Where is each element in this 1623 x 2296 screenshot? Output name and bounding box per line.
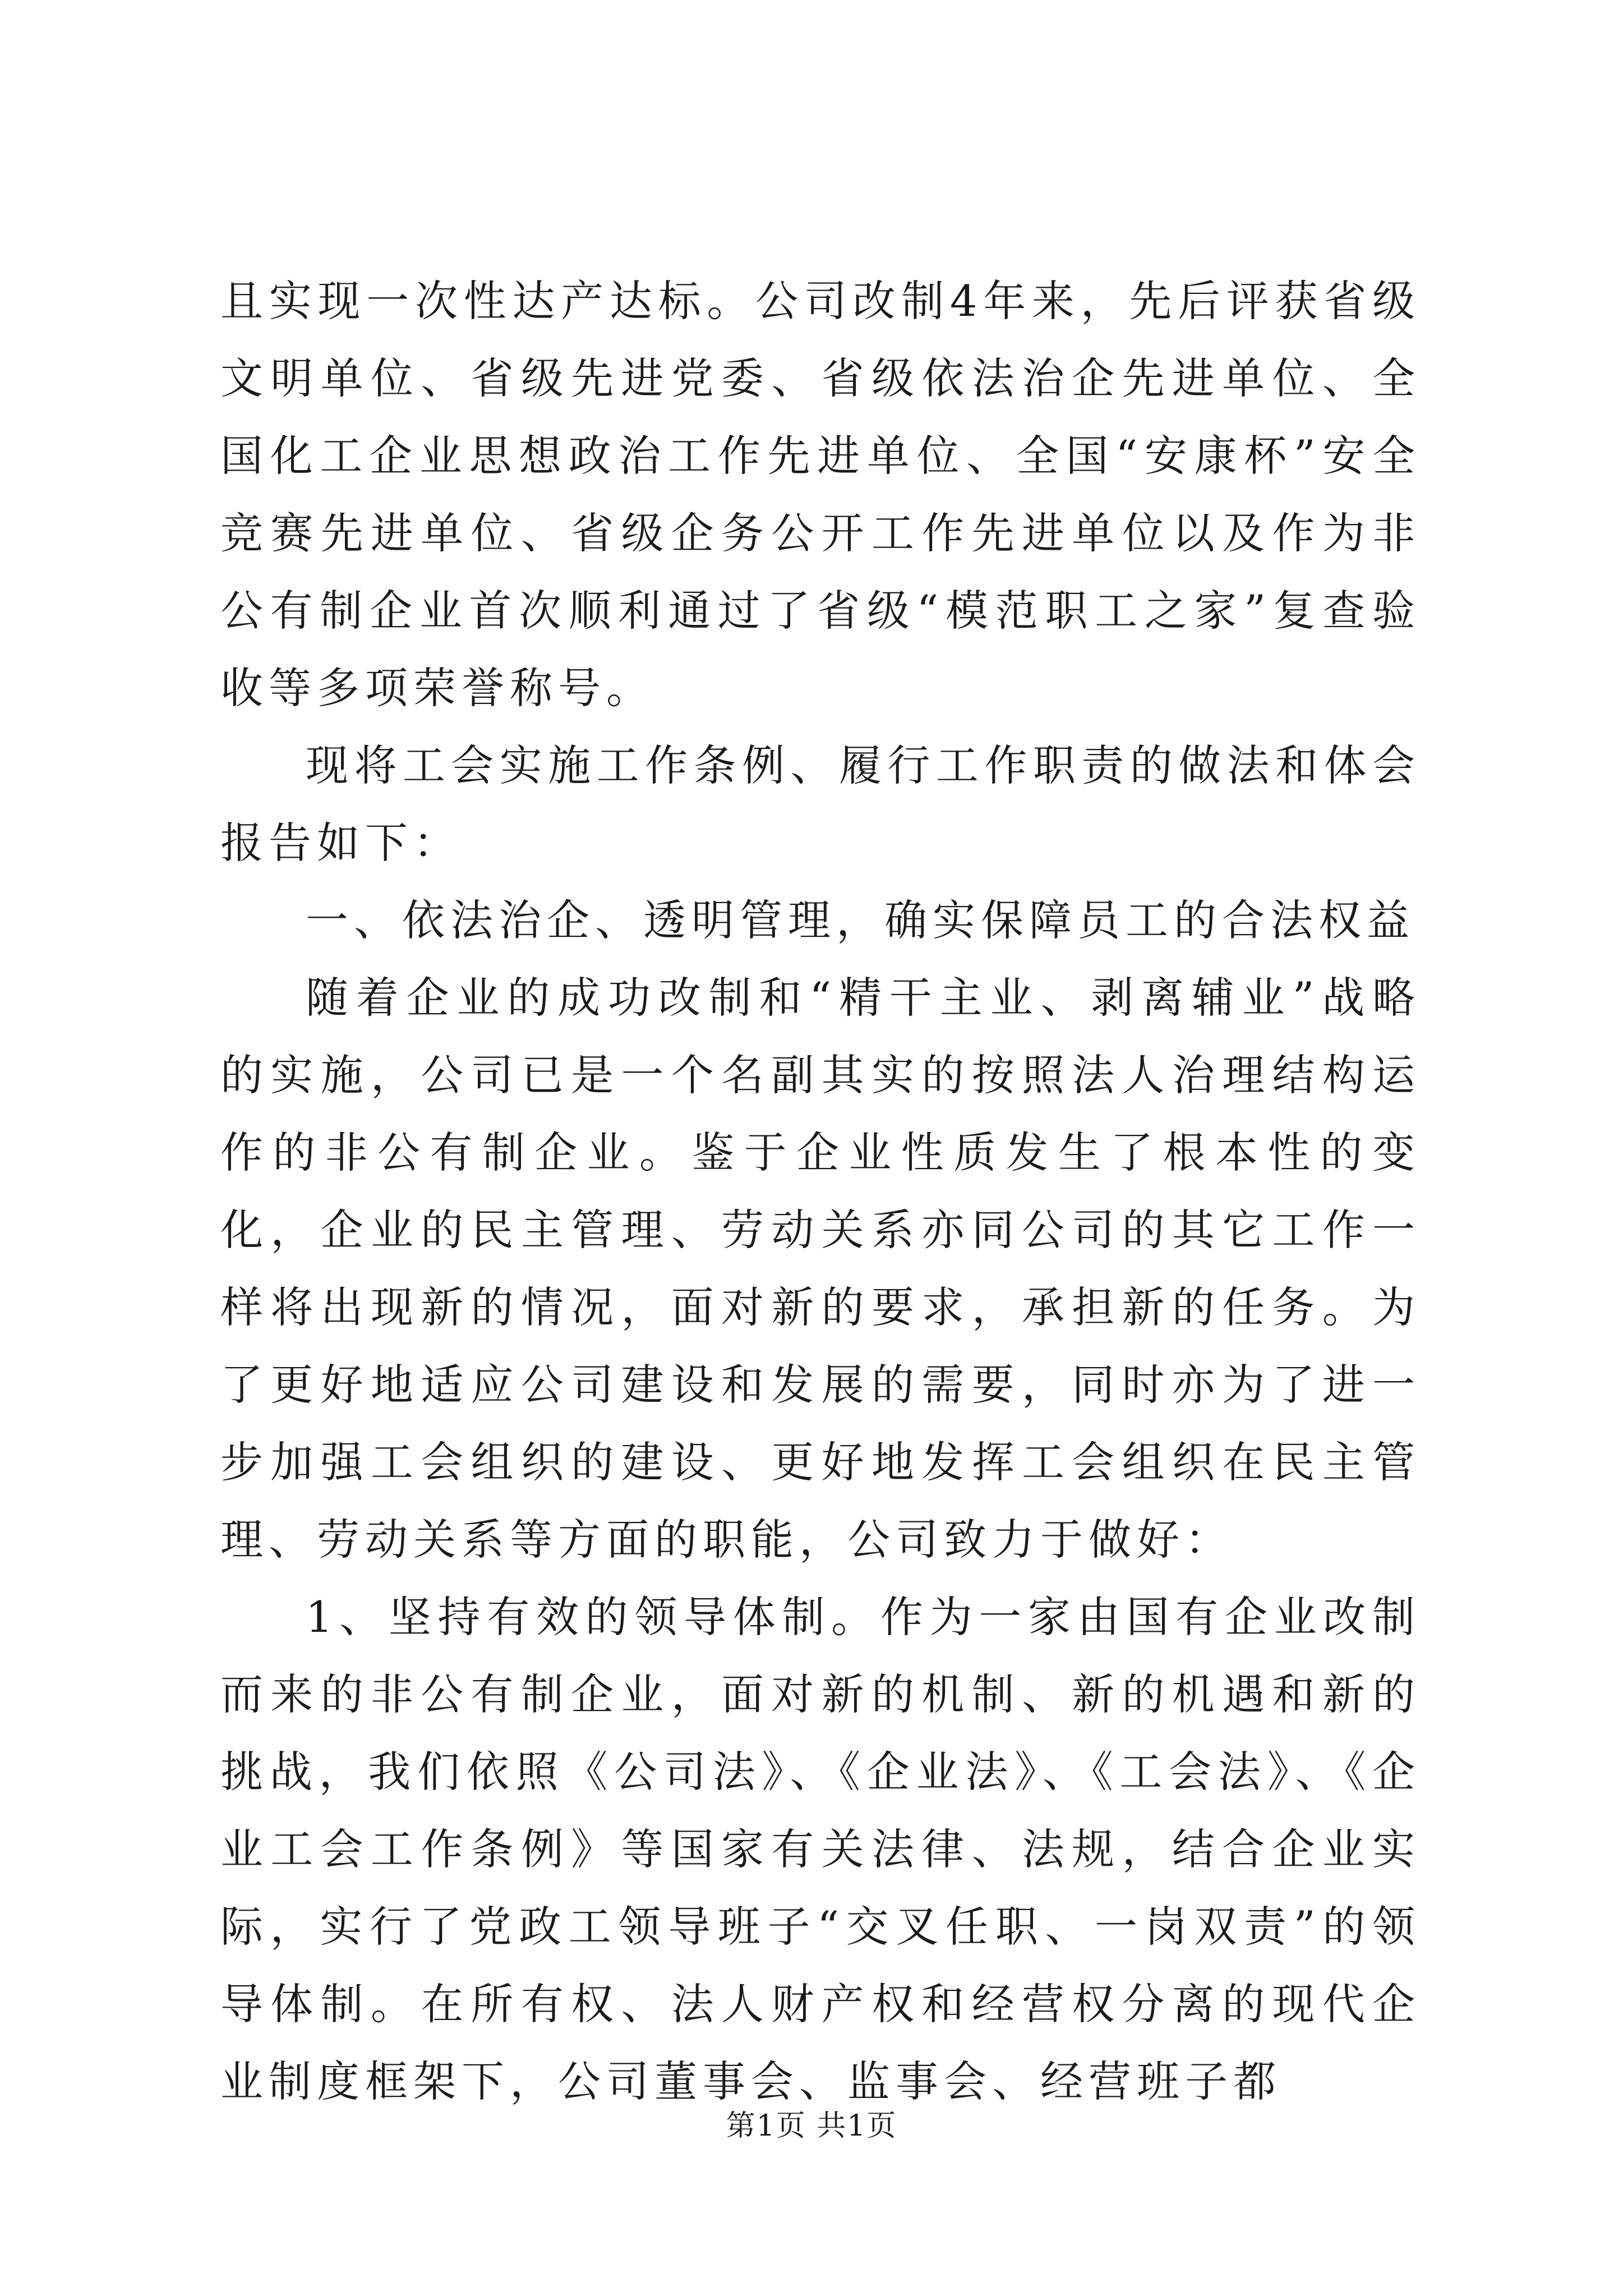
paragraph-reform-context: 随着企业的成功改制和“精干主业、剥离辅业”战略的实施，公司已是一个名副其实的按照法人治理结构运作的非公有制企业。鉴于企业性质发生了根本性的变化，企业的民主管理、劳动关系亦同公司的其它工作一样将出现新的情况，面对新的要求，承担新的任务。为了更好地适应公司建设和发展的需要，同时亦为了进一步加强工会组织的建设、更好地发挥工会组织在民主管理、劳动关系等方面的职能，公司致力于做好： (220, 973, 1421, 1565)
paragraph-report-intro: 现将工会实施工作条例、履行工作职责的做法和体会报告如下： (220, 740, 1421, 868)
document-body (220, 263, 1421, 2120)
section-heading-1: 一、依法治企、透明管理，确实保障员工的合法权益 (306, 895, 1415, 945)
page-number-footer: 第1页 共1页 (726, 2109, 897, 2143)
paragraph-leadership-system: 1、坚持有效的领导体制。作为一家由国有企业改制而来的非公有制企业，面对新的机制、新的机遇和新的挑战，我们依照《公司法》、《企业法》、《工会法》、《企业工会工作条例》等国家有关法律、法规，结合企业实际，实行了党政工领导班子“交叉任职、一岗双责”的领导体制。在所有权、法人财产权和经营权分离的现代企业制度框架下，公司董事会、监事会、经营班子都 (220, 1592, 1421, 2106)
paragraph-honors: 且实现一次性达产达标。公司改制4年来，先后评获省级文明单位、省级先进党委、省级依法治企先进单位、全国化工企业思想政治工作先进单位、全国“安康杯”安全竞赛先进单位、省级企务公开工作先进单位以及作为非公有制企业首次顺利通过了省级“模范职工之家”复查验收等多项荣誉称号。 (220, 276, 1421, 713)
